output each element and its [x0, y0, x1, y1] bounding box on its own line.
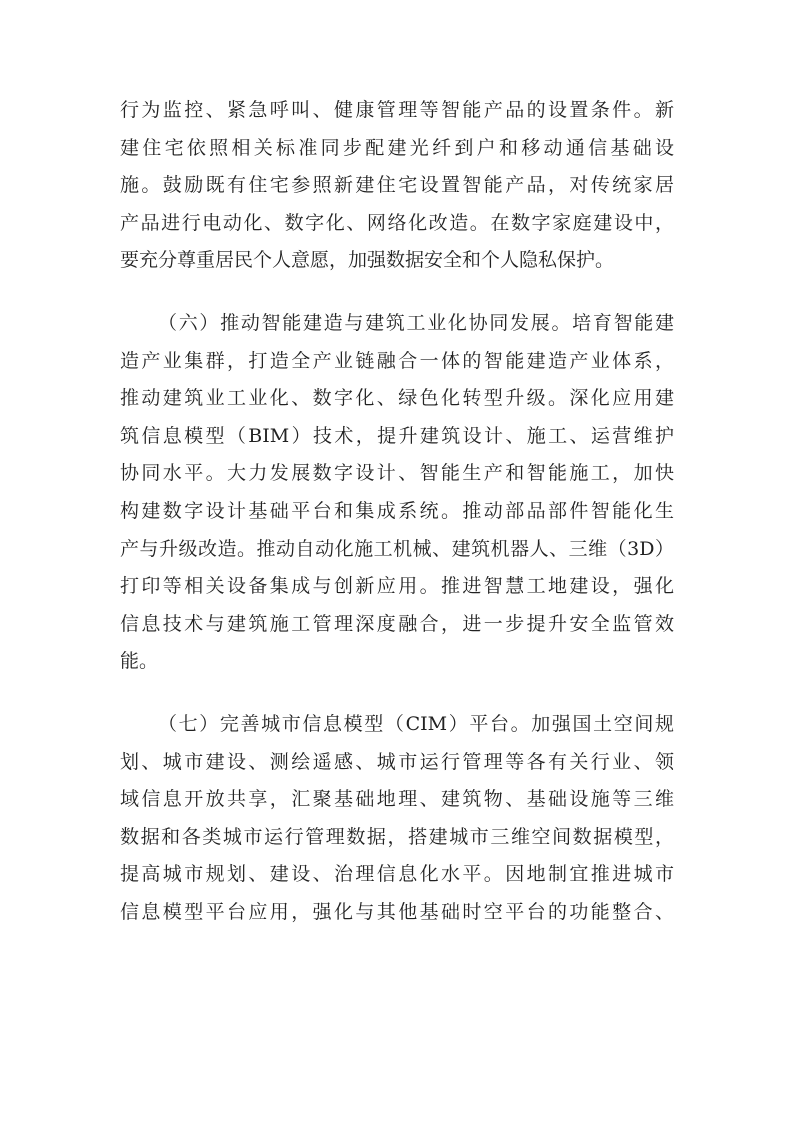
text-line: 信息模型平台应用，强化与其他基础时空平台的功能整合、	[120, 900, 674, 923]
text-line: 域信息开放共享，汇聚基础地理、建筑物、基础设施等三维	[120, 788, 674, 811]
text-line: 信息技术与建筑施工管理深度融合，进一步提升安全监管效	[120, 612, 674, 635]
text-line: 产品进行电动化、数字化、网络化改造。在数字家庭建设中，	[120, 211, 674, 234]
text-line: 筑信息模型（BIM）技术，提升建筑设计、施工、运营维护	[120, 424, 674, 447]
text-line: 打印等相关设备集成与创新应用。推进智慧工地建设，强化	[120, 575, 674, 598]
paragraph-gap	[120, 280, 674, 305]
text-line: 协同水平。大力发展数字设计、智能生产和智能施工，加快	[120, 462, 674, 485]
text-line: 行为监控、紧急呼叫、健康管理等智能产品的设置条件。新	[120, 99, 674, 121]
document-page	[120, 92, 674, 931]
text-line: 构建数字设计基础平台和集成系统。推动部品部件智能化生	[120, 499, 674, 522]
section-heading-line: （六）推动智能建造与建筑工业化协同发展。培育智能建	[158, 311, 674, 334]
text-line: 要充分尊重居民个人意愿，加强数据安全和个人隐私保护。	[120, 249, 615, 272]
text-line: 产与升级改造。推动自动化施工机械、建筑机器人、三维（3D）	[120, 537, 674, 560]
paragraph-gap	[120, 681, 674, 706]
text-line: 能。	[120, 650, 159, 673]
text-line: 推动建筑业工业化、数字化、绿色化转型升级。深化应用建	[120, 387, 674, 410]
paragraph-section-6	[120, 305, 674, 681]
text-line: 数据和各类城市运行管理数据，搭建城市三维空间数据模型，	[120, 825, 674, 848]
text-line: 造产业集群，打造全产业链融合一体的智能建造产业体系，	[120, 349, 674, 372]
section-heading-line: （七）完善城市信息模型（CIM）平台。加强国土空间规	[158, 712, 674, 735]
paragraph-section-7	[120, 706, 674, 932]
text-line: 划、城市建设、测绘遥感、城市运行管理等各有关行业、领	[120, 750, 674, 773]
paragraph-smart-home	[120, 92, 674, 280]
text-line: 提高城市规划、建设、治理信息化水平。因地制宜推进城市	[120, 863, 674, 886]
text-line: 施。鼓励既有住宅参照新建住宅设置智能产品，对传统家居	[120, 174, 674, 197]
text-line: 建住宅依照相关标准同步配建光纤到户和移动通信基础设	[120, 136, 674, 159]
